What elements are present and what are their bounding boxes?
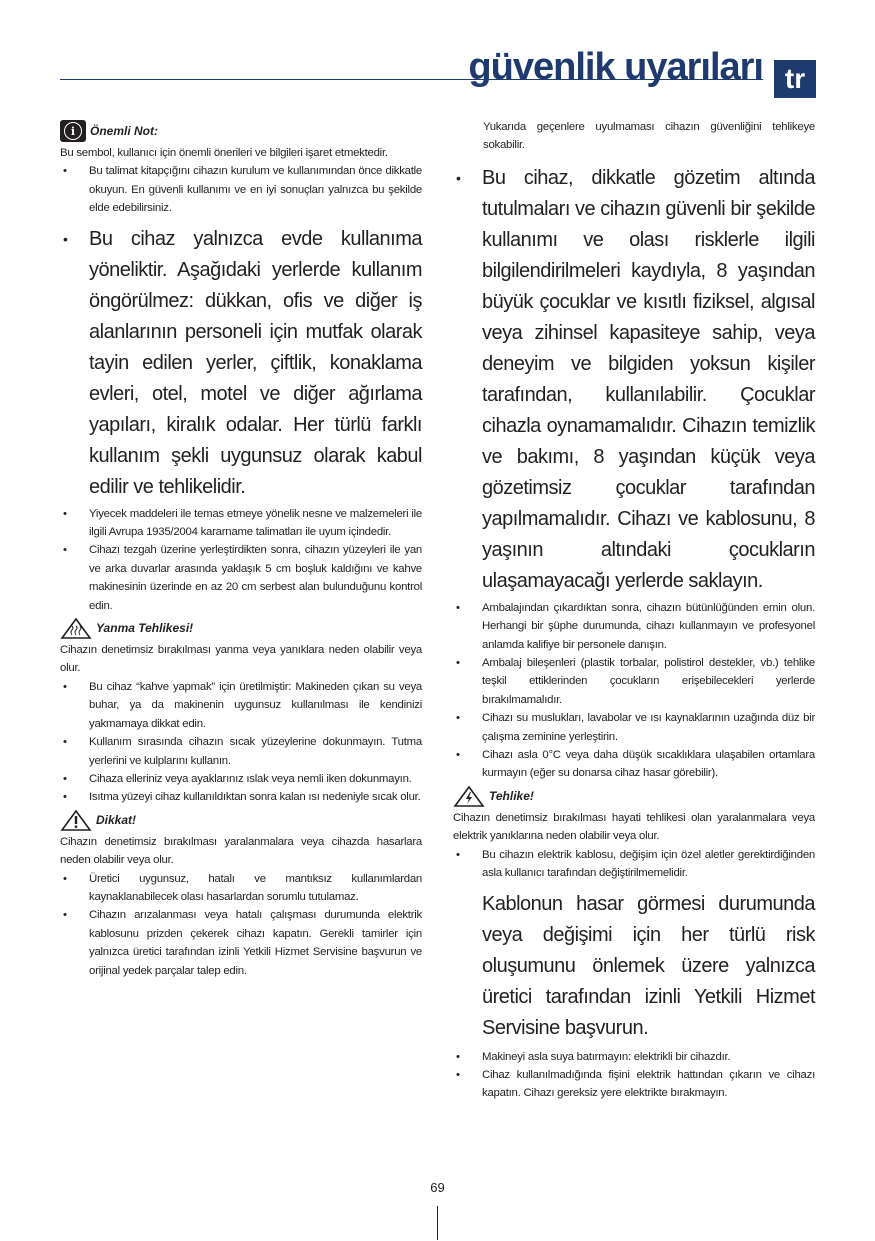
caution-text: Cihazın denetimsiz bırakılması yaralanmalara veya cihazda hasarlara neden olabilir veya olur.: [60, 835, 422, 867]
list-item: • Yiyecek maddeleri ile temas etmeye yönelik nesne ve malzemeleri ile ilgili Avrupa 1935/2004 kararname talimatları ile uyum içindedir.: [60, 505, 422, 542]
caution-heading: [60, 807, 422, 833]
list-item: • Kullanım sırasında cihazın sıcak yüzeylerine dokunmayın. Tutma yerlerini ve kulplarını kullanın.: [60, 733, 422, 770]
intro-text: Yukarıda geçenlere uyulmaması cihazın güvenliğini tehlikeye sokabilir.: [483, 121, 815, 152]
electric-danger-icon: [453, 785, 485, 807]
list-item: • Üretici uygunsuz, hatalı ve mantıksız kullanımlardan kaynaklanabilecek olası hasarlardan sorumlu tutulamaz.: [60, 870, 422, 907]
danger-text: Cihazın denetimsiz bırakılması hayati tehlikesi olan yaralanmalara veya elektrik yanıklarına neden olabilir veya olur.: [453, 811, 815, 843]
important-note-label: Önemli Not:: [90, 124, 158, 138]
right-column: [453, 118, 815, 1103]
page-title: güvenlik uyarıları: [468, 46, 763, 88]
language-badge: tr: [774, 60, 816, 98]
burn-warning-heading: [60, 615, 422, 641]
important-note-text: Bu sembol, kullanıcı için önemli önerileri ve bilgileri işaret etmektedir.: [60, 147, 388, 159]
bullet-list-2: [60, 505, 422, 615]
list-item: • Bu cihaz yalnızca evde kullanıma yöneliktir. Aşağıdaki yerlerde kullanım öngörülmez: dükkan, ofis ve diğer iş alanlarının personeli için mutfak olarak tayin edilen yerler, çiftlik, konaklama evleri, otel, motel ve diğer ağırlama yapıları, kiralık odalar. Her türlü farklı kullanım şekli uygunsuz olarak kabul edilir ve tehlikelidir.: [60, 224, 422, 503]
info-icon: i: [60, 120, 86, 142]
bullet-list-1: [453, 599, 815, 783]
danger-heading: [453, 783, 815, 809]
caution-warning-icon: [60, 809, 92, 831]
list-item: • Bu cihaz, dikkatle gözetim altında tutulmaları ve cihazın güvenli bir şekilde kullanımı ve olası risklerle ilgili bilgilendirilmeleri kaydıyla, 8 yaşından büyük çocuklar ve kısıtlı fiziksel, algısal veya zihinsel kapasiteye sahip, veya deneyim ve bilgiden yoksun kişiler tarafından, kullanılabilir. Çocuklar cihazla oynamamalıdır. Cihazın temizlik ve bakımı, 8 yaşından küçük veya gözetimsiz çocuklar tarafından yapılmamalıdır. Cihazı ve kablosunu, 8 yaşının altındaki çocukların ulaşamayacağı yerlerde saklayın.: [453, 163, 815, 597]
bullet-list-3: [60, 678, 422, 807]
bullet-list-4: [60, 870, 422, 980]
list-item: • Bu cihaz “kahve yapmak” için üretilmiştir: Makineden çıkan su veya buhar, ya da makinenin uygunsuz kullanılması ile kendinizi yakmamaya dikkat edin.: [60, 678, 422, 733]
hot-surface-warning-icon: [60, 617, 92, 639]
burn-warning-label: Yanma Tehlikesi!: [96, 621, 194, 636]
list-item: • Bu cihazın elektrik kablosu, değişim için özel aletler gerektirdiğinden asla kullanıcı tarafından değiştirilmemelidir.: [453, 846, 815, 883]
list-item: • Cihazı su muslukları, lavabolar ve ısı kaynaklarının uzağında düz bir çalışma zeminine yerleştirin.: [453, 709, 815, 746]
list-item: • Cihazı asla 0°C veya daha düşük sıcaklıklara ulaşabilen ortamlara kurmayın (eğer su donarsa cihaz hasar görebilir).: [453, 746, 815, 783]
important-note-heading: [60, 118, 422, 144]
big-bullet-list: [60, 224, 422, 503]
danger-label: Tehlike!: [489, 788, 534, 803]
list-item: • Bu talimat kitapçığını cihazın kurulum ve kullanımından önce dikkatle okuyun. En güvenli kullanımı ve en iyi sonuçları yalnızca bu şekilde elde edebilirsiniz.: [60, 162, 422, 217]
bullet-list-2: [453, 846, 815, 883]
cable-damage-text: Kablonun hasar görmesi durumunda veya değişimi için her türlü risk oluşumunu önlemek üzere yalnızca üretici tarafından izinli Yetkili Hizmet Servisine başvurun.: [482, 892, 815, 1039]
list-item: • Ambalaj bileşenleri (plastik torbalar, polistirol destekler, vb.) tehlike teşkil ettiklerinden çocukların erişebilecekleri yerlerde bırakılmamalıdır.: [453, 654, 815, 709]
list-item: • Makineyi asla suya batırmayın: elektrikli bir cihazdır.: [453, 1048, 815, 1066]
caution-label: Dikkat!: [96, 812, 137, 827]
page-number: 69: [430, 1180, 445, 1195]
list-item: • Cihaz kullanılmadığında fişini elektrik hattından çıkarın ve cihazı kapatın. Cihazı gereksiz yere elektrikte bırakmayın.: [453, 1066, 815, 1103]
burn-warning-text: Cihazın denetimsiz bırakılması yanma veya yanıklara neden olabilir veya olur.: [60, 644, 422, 675]
big-bullet-list: [453, 163, 815, 597]
list-item: • Isıtma yüzeyi cihaz kullanıldıktan sonra kalan ısı nedeniyle sıcak olur.: [60, 788, 422, 806]
list-item: • Ambalajından çıkardıktan sonra, cihazın bütünlüğünden emin olun. Herhangi bir şüphe durumunda, cihazı kullanmayın ve profesyonel anlamda kalifiye bir personele danışın.: [453, 599, 815, 654]
bullet-list-3: [453, 1048, 815, 1103]
list-item: • Cihazı tezgah üzerine yerleştirdikten sonra, cihazın yüzeyleri ile yan ve arka duvarlar arasında yaklaşık 5 cm boşluk kaldığını ve kahve makinesinin üzerinde en az 20 cm serbest alan bulunduğunu kontrol edin.: [60, 541, 422, 615]
bullet-list-1: [60, 162, 422, 217]
list-item: • Cihazın arızalanması veya hatalı çalışması durumunda elektrik kablosunu prizden çekerek cihazı kapatın. Gerekli tamirler için yalnızca üretici tarafından izinli Yetkili Hizmet Servisine başvurun ve orijinal yedek parçalar talep edin.: [60, 906, 422, 980]
left-column: [60, 118, 422, 980]
footer-rule: [437, 1206, 438, 1240]
list-item: • Cihaza elleriniz veya ayaklarınız ıslak veya nemli iken dokunmayın.: [60, 770, 422, 788]
